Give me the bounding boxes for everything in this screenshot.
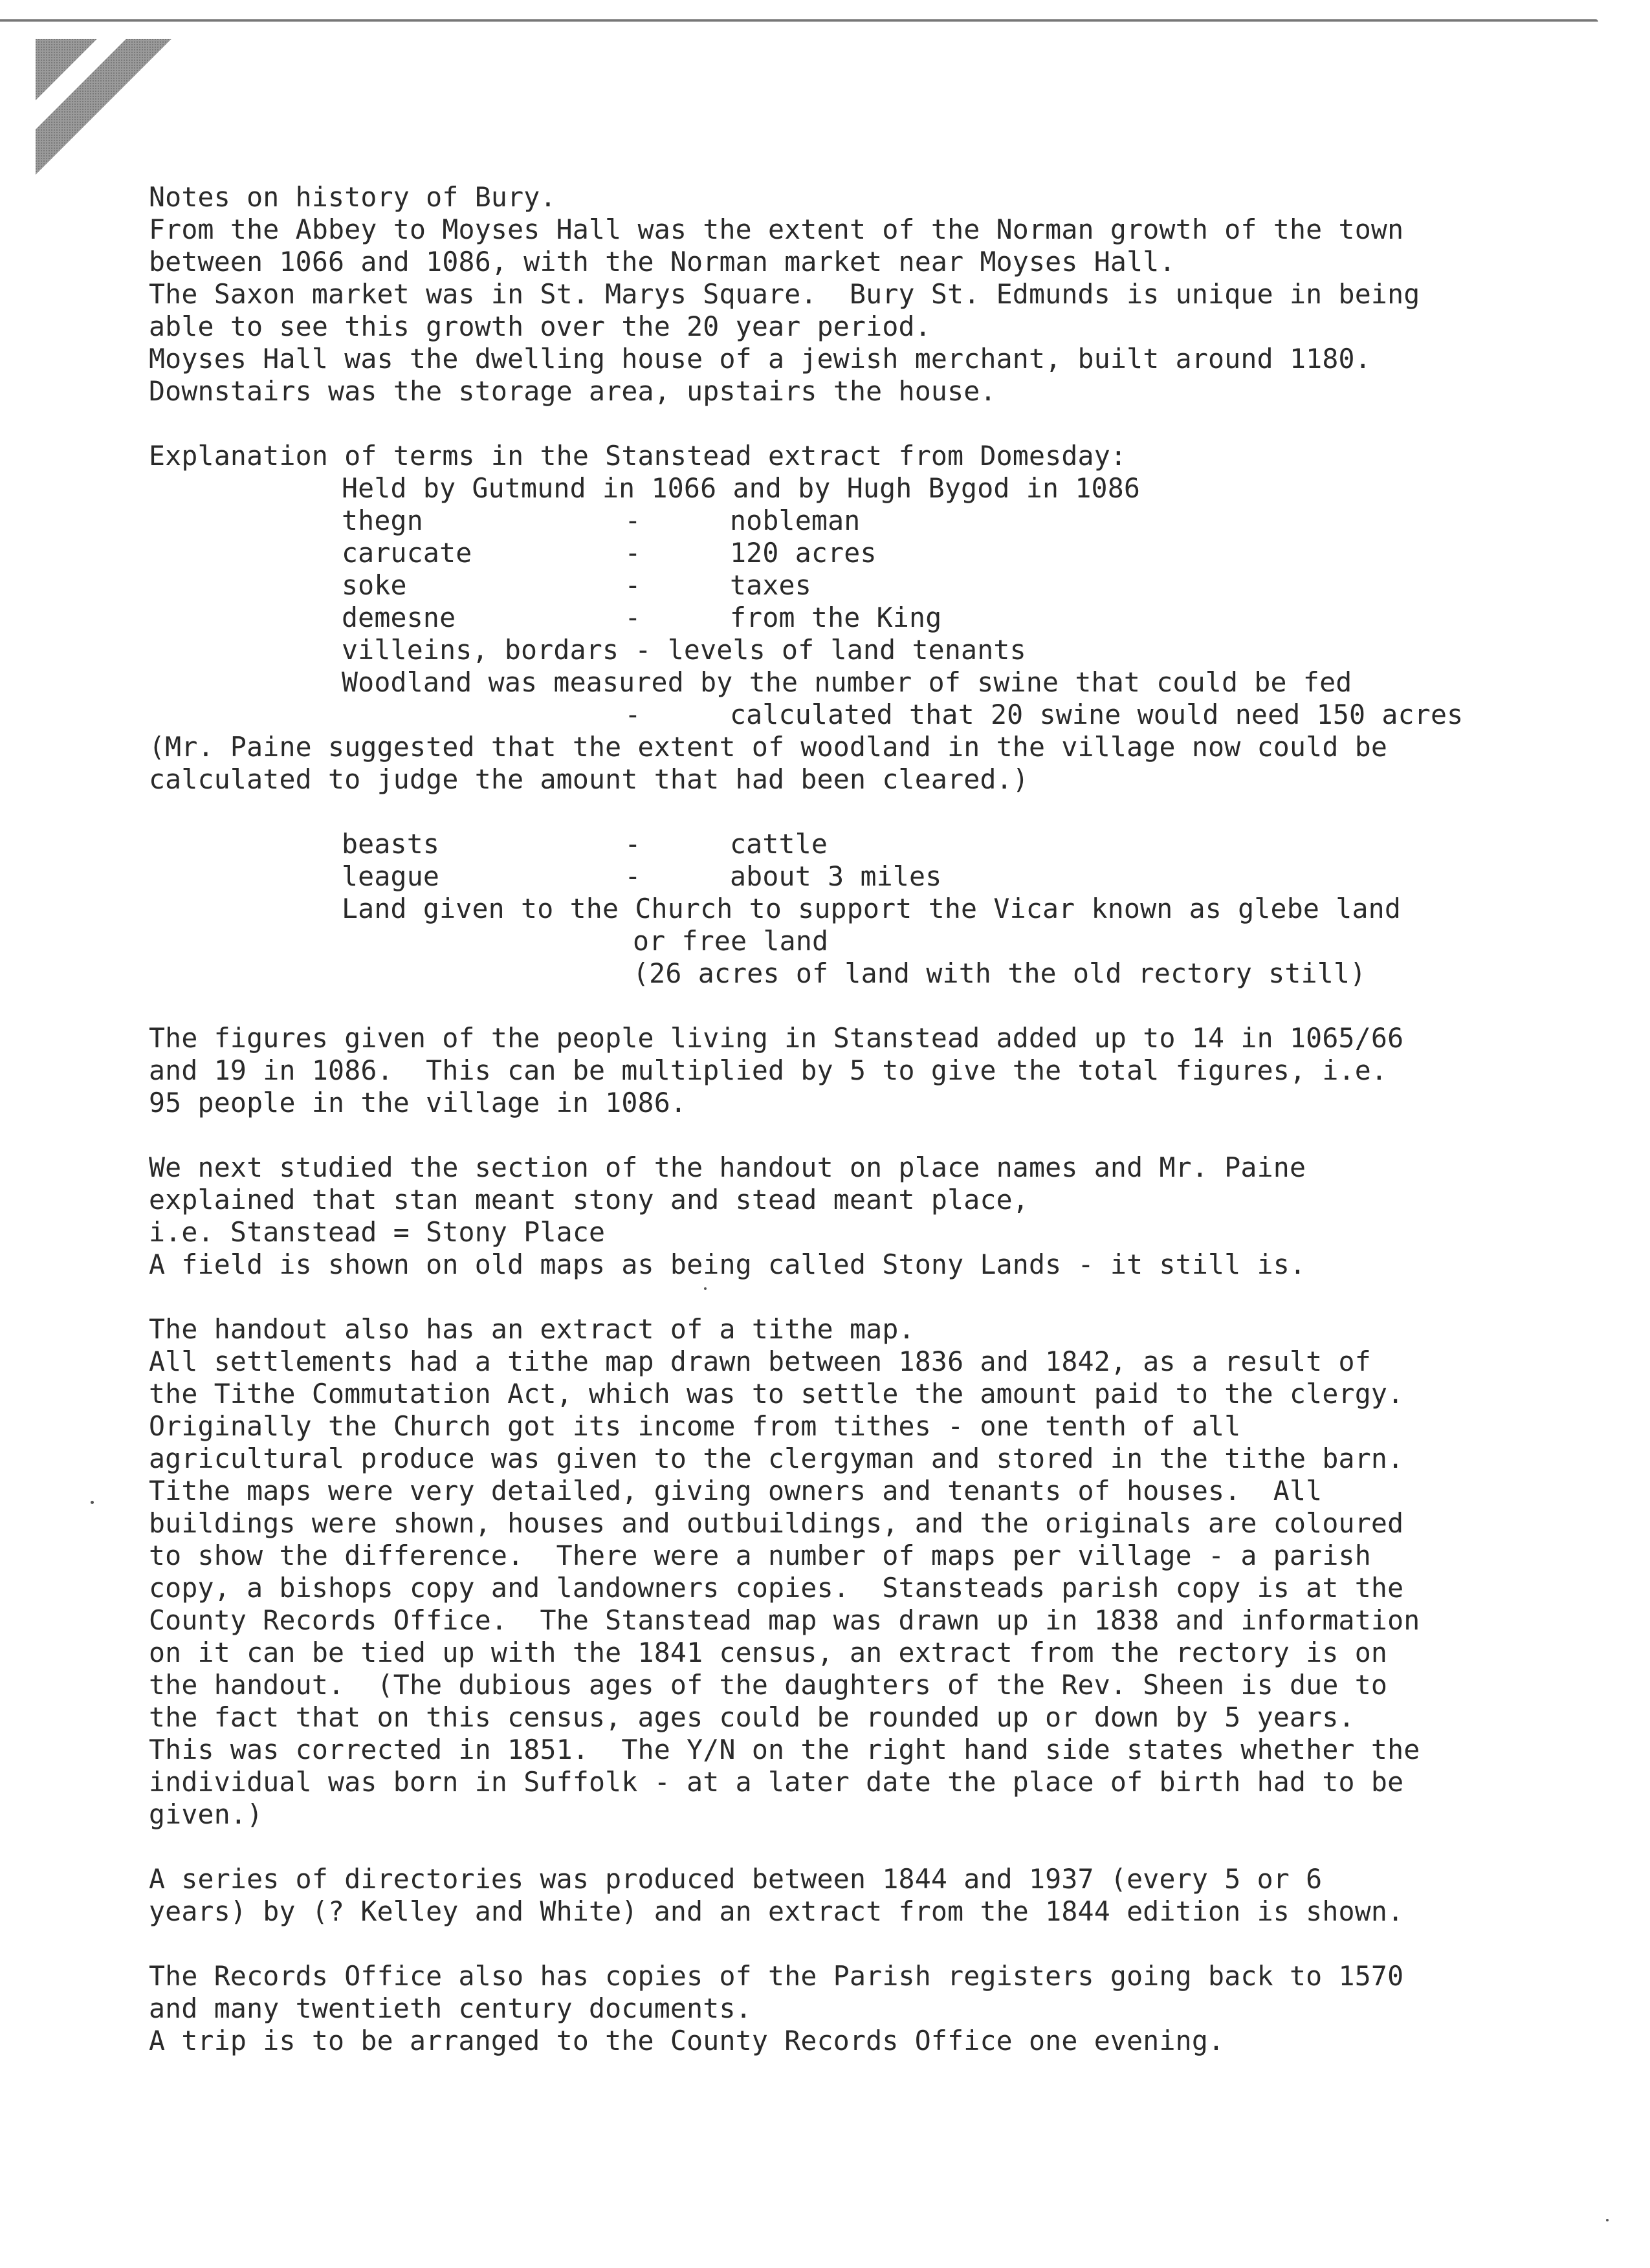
term-meaning: from the King <box>730 602 942 633</box>
tithe-line: agricultural produce was given to the clergyman and stored in the tithe barn. <box>149 1443 1404 1474</box>
glebe-line: or free land <box>633 925 829 957</box>
tithe-line: Tithe maps were very detailed, giving owners and tenants of houses. All <box>149 1475 1323 1507</box>
term-dash: - <box>624 537 641 569</box>
population-line: 95 people in the village in 1086. <box>149 1087 687 1118</box>
term-row <box>342 828 828 860</box>
tithe-line: individual was born in Suffolk - at a later date the place of birth had to be <box>149 1766 1404 1798</box>
term-name: thegn <box>342 505 423 536</box>
term-meaning: about 3 miles <box>730 860 942 892</box>
term-row <box>342 602 941 634</box>
term-name: demesne <box>342 602 456 633</box>
tithe-line: All settlements had a tithe map drawn between 1836 and 1842, as a result of <box>149 1346 1371 1377</box>
intro-line: Moyses Hall was the dwelling house of a jewish merchant, built around 1180. <box>149 343 1371 375</box>
scan-speck <box>91 1501 94 1504</box>
glebe-line: Land given to the Church to support the Vicar known as glebe land <box>342 893 1402 924</box>
intro-line: The Saxon market was in St. Marys Square. Bury St. Edmunds is unique in being <box>149 278 1420 310</box>
term-dash: - <box>624 828 641 860</box>
records-line: A trip is to be arranged to the County Records Office one evening. <box>149 2025 1225 2056</box>
tithe-line: The handout also has an extract of a tithe map. <box>149 1313 915 1345</box>
scan-edge <box>0 19 1598 22</box>
directories-line: years) by (? Kelley and White) and an extract from the 1844 edition is shown. <box>149 1895 1404 1927</box>
corner-staple-mark <box>36 39 178 181</box>
scan-speck <box>1606 2219 1609 2221</box>
tithe-line: This was corrected in 1851. The Y/N on the right hand side states whether the <box>149 1734 1420 1765</box>
term-meaning: nobleman <box>730 505 861 536</box>
term-meaning: taxes <box>730 569 811 601</box>
tithe-line: the Tithe Commutation Act, which was to settle the amount paid to the clergy. <box>149 1378 1404 1410</box>
intro-line: Downstairs was the storage area, upstairs the house. <box>149 375 996 407</box>
tithe-line: to show the difference. There were a number of maps per village - a parish <box>149 1540 1371 1571</box>
tithe-line: County Records Office. The Stanstead map was drawn up in 1838 and information <box>149 1604 1420 1636</box>
glebe-line: (26 acres of land with the old rectory still) <box>633 957 1367 989</box>
term-name: beasts <box>342 828 440 860</box>
term-dash: - <box>624 860 641 892</box>
place-names-line: explained that stan meant stony and stead meant place, <box>149 1184 1029 1216</box>
notes-heading: Notes on history of Bury. <box>149 181 556 213</box>
intro-line: From the Abbey to Moyses Hall was the extent of the Norman growth of the town <box>149 213 1404 245</box>
woodland-calc-row <box>342 699 1463 731</box>
place-names-line: A field is shown on old maps as being called Stony Lands - it still is. <box>149 1248 1306 1280</box>
woodland-calc: calculated that 20 swine would need 150 acres <box>730 699 1464 730</box>
woodland-line: Woodland was measured by the number of swine that could be fed <box>342 666 1352 698</box>
term-dash: - <box>624 505 641 536</box>
tithe-line: copy, a bishops copy and landowners copies. Stansteads parish copy is at the <box>149 1572 1404 1604</box>
term-dash: - <box>624 602 641 633</box>
domesday-held-by: Held by Gutmund in 1066 and by Hugh Bygod in 1086 <box>342 472 1141 504</box>
woodland-dash: - <box>624 699 641 730</box>
tithe-line: on it can be tied up with the 1841 census, an extract from the rectory is on <box>149 1637 1388 1668</box>
tithe-line: given.) <box>149 1798 263 1830</box>
records-line: The Records Office also has copies of the Parish registers going back to 1570 <box>149 1960 1404 1992</box>
term-row <box>342 569 811 602</box>
term-meaning: cattle <box>730 828 828 860</box>
term-name: carucate <box>342 537 472 569</box>
term-name: league <box>342 860 440 892</box>
records-line: and many twentieth century documents. <box>149 1992 752 2024</box>
tithe-line: the handout. (The dubious ages of the daughters of the Rev. Sheen is due to <box>149 1669 1388 1701</box>
tithe-line: Originally the Church got its income from tithes - one tenth of all <box>149 1410 1241 1442</box>
paine-note-line: calculated to judge the amount that had been cleared.) <box>149 763 1029 795</box>
directories-line: A series of directories was produced between 1844 and 1937 (every 5 or 6 <box>149 1863 1323 1895</box>
population-line: and 19 in 1086. This can be multiplied by 5 to give the total figures, i.e. <box>149 1054 1388 1086</box>
intro-line: able to see this growth over the 20 year period. <box>149 311 931 342</box>
term-meaning: 120 acres <box>730 537 877 569</box>
term-row <box>342 537 877 569</box>
villeins-line: villeins, bordars - levels of land tenants <box>342 634 1026 666</box>
place-names-line: We next studied the section of the handout on place names and Mr. Paine <box>149 1151 1306 1183</box>
term-name: soke <box>342 569 407 601</box>
term-row <box>342 505 860 537</box>
paine-note-line: (Mr. Paine suggested that the extent of woodland in the village now could be <box>149 731 1388 763</box>
population-line: The figures given of the people living in Stanstead added up to 14 in 1065/66 <box>149 1022 1404 1054</box>
term-dash: - <box>624 569 641 601</box>
domesday-heading: Explanation of terms in the Stanstead extract from Domesday: <box>149 440 1127 472</box>
scan-speck <box>704 1287 707 1290</box>
place-names-line: i.e. Stanstead = Stony Place <box>149 1216 606 1248</box>
tithe-line: the fact that on this census, ages could be rounded up or down by 5 years. <box>149 1701 1355 1733</box>
term-row <box>342 860 941 893</box>
intro-line: between 1066 and 1086, with the Norman market near Moyses Hall. <box>149 246 1176 278</box>
tithe-line: buildings were shown, houses and outbuildings, and the originals are coloured <box>149 1507 1404 1539</box>
